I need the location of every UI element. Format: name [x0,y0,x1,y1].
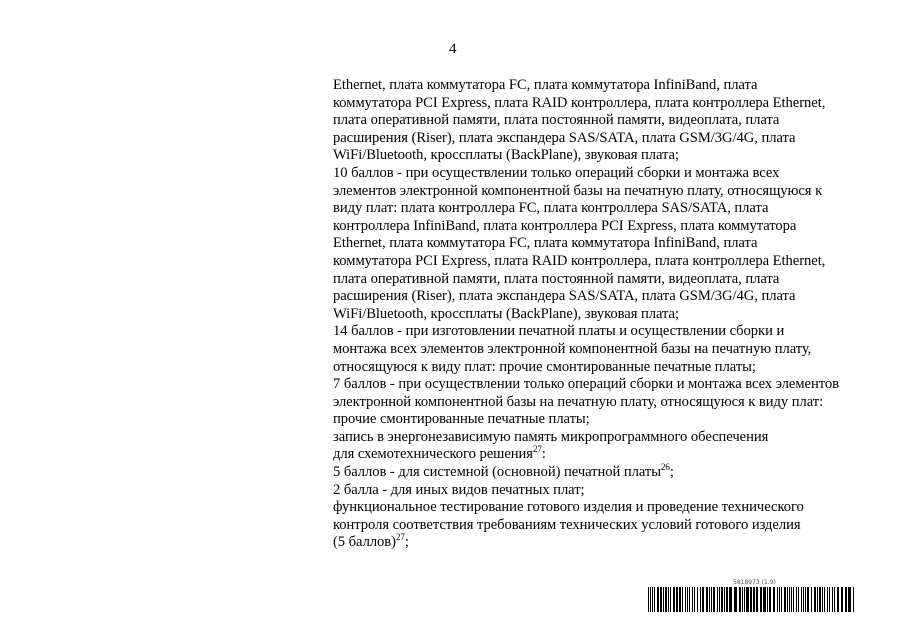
footnote-ref: 27 [532,444,542,455]
barcode-bar [834,587,835,612]
line-text: для схемотехнического решения [333,446,533,463]
line-text: запись в энергонезависимую память микропрограммного обеспечения [333,428,769,445]
line-text: 14 баллов - при изготовлении печатной платы и осуществлении сборки и [333,323,785,340]
line-text: элементов электронной компонентной базы на печатную плату, относящуюся к [333,182,823,199]
barcode-bar [726,587,728,612]
barcode-bar [713,587,715,612]
barcode-bar [654,587,655,612]
line-text: WiFi/Bluetooth, кроссплаты (BackPlane), звуковая плата; [333,305,679,322]
text-line [333,288,873,306]
barcode-bar [650,587,651,612]
text-line [333,394,873,412]
barcode-bar [848,587,851,612]
text-line [333,95,873,113]
barcode-bar [845,587,847,612]
barcode-bar [837,587,839,612]
text-line [333,534,873,552]
barcode-bar [777,587,778,612]
line-text: расширения (Riser), плата экспандера SAS/SATA, плата GSM/3G/4G, плата [333,288,796,305]
barcode-bar [682,587,683,612]
text-line [333,429,873,447]
line-text: функциональное тестирование готового изделия и проведение технического [333,499,804,516]
barcode-bar [803,587,804,612]
barcode-bar [706,587,708,612]
line-text: прочие смонтированные печатные платы; [333,411,590,428]
barcode-bar [694,587,695,612]
barcode-bar [827,587,828,612]
line-text: контроля соответствия требованиям технических условий готового изделия [333,516,801,533]
barcode-bar [832,587,833,612]
line-text: монтажа всех элементов электронной компонентной базы на печатную плату, [333,340,812,357]
barcode-bar [822,587,823,612]
barcode-bar [742,587,743,612]
line-text: относящуюся к виду плат: прочие смонтированные печатные платы; [333,358,756,375]
line-text: коммутатора PCI Express, плата RAID контроллера, плата контроллера Ethernet, [333,94,826,111]
barcode-bar [817,587,818,612]
barcode-bar [660,587,662,612]
line-text: виду плат: плата контроллера FC, плата контроллера SAS/SATA, плата [333,200,769,217]
document-body [333,77,873,552]
text-line [333,306,873,324]
text-line [333,359,873,377]
barcode-bar [719,587,720,612]
barcode-bar [796,587,797,612]
barcode-bar [756,587,758,612]
text-line [333,271,873,289]
barcode-bar [814,587,816,612]
barcode-bar [763,587,766,612]
barcode-bar [685,587,686,612]
barcode-bar [700,587,701,612]
line-text: 10 баллов - при осуществлении только операций сборки и монтажа всех [333,164,780,181]
barcode-bar [724,587,725,612]
line-text: плата оперативной памяти, плата постоянной памяти, видеоплата, плата [333,270,780,287]
barcode-bar [652,587,653,612]
barcode-label: 5818973 (1.9) [733,579,776,586]
barcode-bar [769,587,771,612]
line-text: WiFi/Bluetooth, кроссплаты (BackPlane), звуковая плата; [333,147,679,164]
barcode-bar [692,587,693,612]
barcode-bar [711,587,712,612]
line-text: электронной компонентной базы на печатную плату, относящуюся к виду плат: [333,393,824,410]
text-line [333,411,873,429]
line-text: контроллера InfiniBand, плата контроллера PCI Express, плата коммутатора [333,217,797,234]
line-text: 5 баллов - для системной (основной) печатной платы [333,464,661,481]
line-text: 2 балла - для иных видов печатных плат; [333,481,585,498]
text-line [333,165,873,183]
line-punctuation: ; [669,464,674,481]
barcode-bar [679,587,681,612]
barcode-bar [773,587,775,612]
barcode-bar [753,587,755,612]
barcode-image [648,587,856,612]
line-text: (5 баллов) [333,534,396,551]
text-line [333,341,873,359]
barcode-bar [670,587,671,612]
text-line [333,464,873,482]
barcode-bar [702,587,704,612]
barcode-bar [689,587,690,612]
text-line [333,183,873,201]
barcode-bar [811,587,812,612]
barcode-bar [791,587,792,612]
barcode-bar [665,587,667,612]
line-text: плата оперативной памяти, плата постоянной памяти, видеоплата, плата [333,112,780,129]
barcode-bar [744,587,745,612]
line-punctuation: ; [404,534,409,551]
footnote-ref: 26 [660,462,670,473]
text-line [333,323,873,341]
barcode-bar [781,587,782,612]
line-text: расширения (Riser), плата экспандера SAS/SATA, плата GSM/3G/4G, плата [333,129,796,146]
text-line [333,130,873,148]
text-line [333,218,873,236]
barcode-bar [805,587,806,612]
barcode-bar [663,587,664,612]
barcode-bar [760,587,762,612]
barcode-bar [729,587,732,612]
text-line [333,235,873,253]
barcode-bar [798,587,799,612]
barcode-bar [829,587,830,612]
barcode-bar [739,587,741,612]
barcode-bar [709,587,710,612]
text-line [333,147,873,165]
barcode-bar [717,587,718,612]
page-number: 4 [449,41,457,57]
barcode-bar [721,587,723,612]
text-line [333,446,873,464]
barcode-bar [750,587,752,612]
barcode-bar [673,587,675,612]
barcode-bar [787,587,788,612]
barcode-bar [746,587,749,612]
barcode-bar [648,587,649,612]
text-line [333,376,873,394]
barcode-bar [668,587,669,612]
barcode-bar [697,587,698,612]
line-text: 7 баллов - при осуществлении только операций сборки и монтажа всех элементов [333,376,839,393]
barcode-bar [687,587,688,612]
text-line [333,112,873,130]
line-text: Ethernet, плата коммутатора FC, плата коммутатора InfiniBand, плата [333,77,758,93]
barcode-bar [676,587,678,612]
text-line [333,200,873,218]
barcode-bar [789,587,790,612]
text-line [333,482,873,500]
barcode-bar [657,587,659,612]
footnote-ref: 27 [395,532,405,543]
barcode-bar [734,587,737,612]
barcode-bar [784,587,786,612]
barcode-bar [779,587,780,612]
text-line [333,253,873,271]
line-punctuation: : [541,446,546,463]
barcode-bar [824,587,825,612]
barcode-bar [807,587,809,612]
text-line [333,499,873,517]
text-line [333,77,873,95]
line-text: коммутатора PCI Express, плата RAID контроллера, плата контроллера Ethernet, [333,252,826,269]
barcode-bar [767,587,768,612]
text-line [333,517,873,535]
barcode-bar [793,587,794,612]
line-text: Ethernet, плата коммутатора FC, плата коммутатора InfiniBand, плата [333,235,758,252]
barcode-bar [841,587,843,612]
barcode-bar [819,587,821,612]
barcode-bar [853,587,854,612]
barcode-bar [801,587,802,612]
